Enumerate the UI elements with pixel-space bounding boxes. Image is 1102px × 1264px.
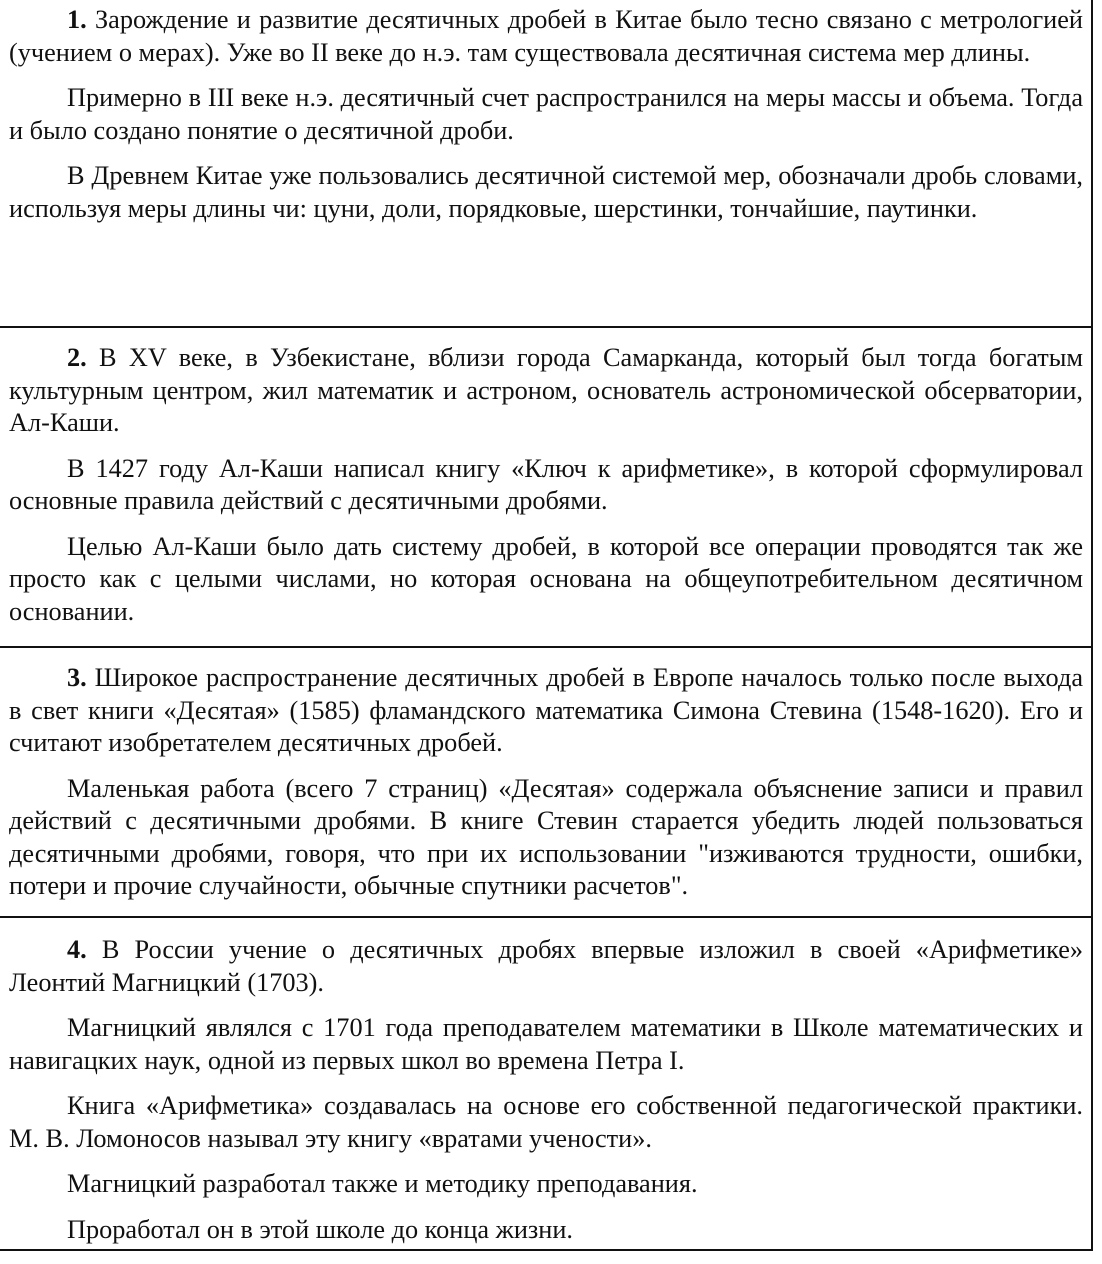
section-divider [0,646,1093,648]
paragraph: 1. Зарождение и развитие десятичных дробей в Китае было тесно связано с метрологией (учением о мерах). Уже во II веке до н.э. там существовала десятичная система мер длины. [9,5,1083,67]
paragraph: В Древнем Китае уже пользовались десятичной системой мер, обозначали дробь словами, используя меры длины чи: цуни, доли, порядковые, шерстинки, тончайшие, паутинки. [9,161,1083,223]
section-number: 4. [67,935,87,964]
section-3 [9,662,1083,916]
section-divider [0,326,1093,328]
paragraph: В 1427 году Ал-Каши написал книгу «Ключ к арифметике», в которой сформулировал основные правила действий с десятичными дробями. [9,453,1083,515]
section-number: 2. [67,343,87,372]
section-number: 3. [67,663,87,692]
paragraph: 2. В XV веке, в Узбекистане, вблизи города Самарканда, который был тогда богатым культурным центром, жил математик и астроном, основатель астрономической обсерватории, Ал-Каши. [9,343,1084,437]
paragraph: 3. Широкое распространение десятичных дробей в Европе началось только после выхода в свет книги «Десятая» (1585) фламандского математика Симона Стевина (1548-1620). Его и считают изобретателем десятичных дробей. [9,663,1083,757]
paragraph: Целью Ал-Каши было дать систему дробей, в которой все операции проводятся так же просто как с целыми числами, но которая основана на общеупотребительном десятичном основании. [9,531,1083,626]
paragraph: Маленькая работа (всего 7 страниц) «Десятая» содержала объяснение записи и правил действий с десятичными дробями. В книге Стевин старается убедить людей пользоваться десятичными дробями, говоря, что при их использовании "изживаются трудности, ошибки, потери и прочие случайности, обычные спутники расчетов". [9,773,1083,900]
paragraph: 4. В России учение о десятичных дробях впервые изложил в своей «Арифметике» Леонтий Магницкий (1703). [9,935,1084,997]
section-1 [9,4,1083,238]
paragraph: Книга «Арифметика» создавалась на основе его собственной педагогической практики. М. В. Ломоносов называл эту книгу «вратами учености». [9,1091,1083,1153]
paragraph: Проработал он в этой школе до конца жизни. [67,1214,574,1244]
section-2 [9,342,1083,641]
section-divider [0,916,1093,918]
paragraph: Примерно в III веке н.э. десятичный счет распространился на меры массы и объема. Тогда и было создано понятие о десятичной дроби. [9,83,1083,145]
right-border [1091,0,1093,1251]
section-number: 1. [67,5,87,34]
section-4 [9,934,1083,1259]
paragraph: Магницкий являлся с 1701 года преподавателем математики в Школе математических и навигацких наук, одной из первых школ во времена Петра I. [9,1013,1083,1075]
paragraph: Магницкий разработал также и методику преподавания. [67,1169,698,1198]
